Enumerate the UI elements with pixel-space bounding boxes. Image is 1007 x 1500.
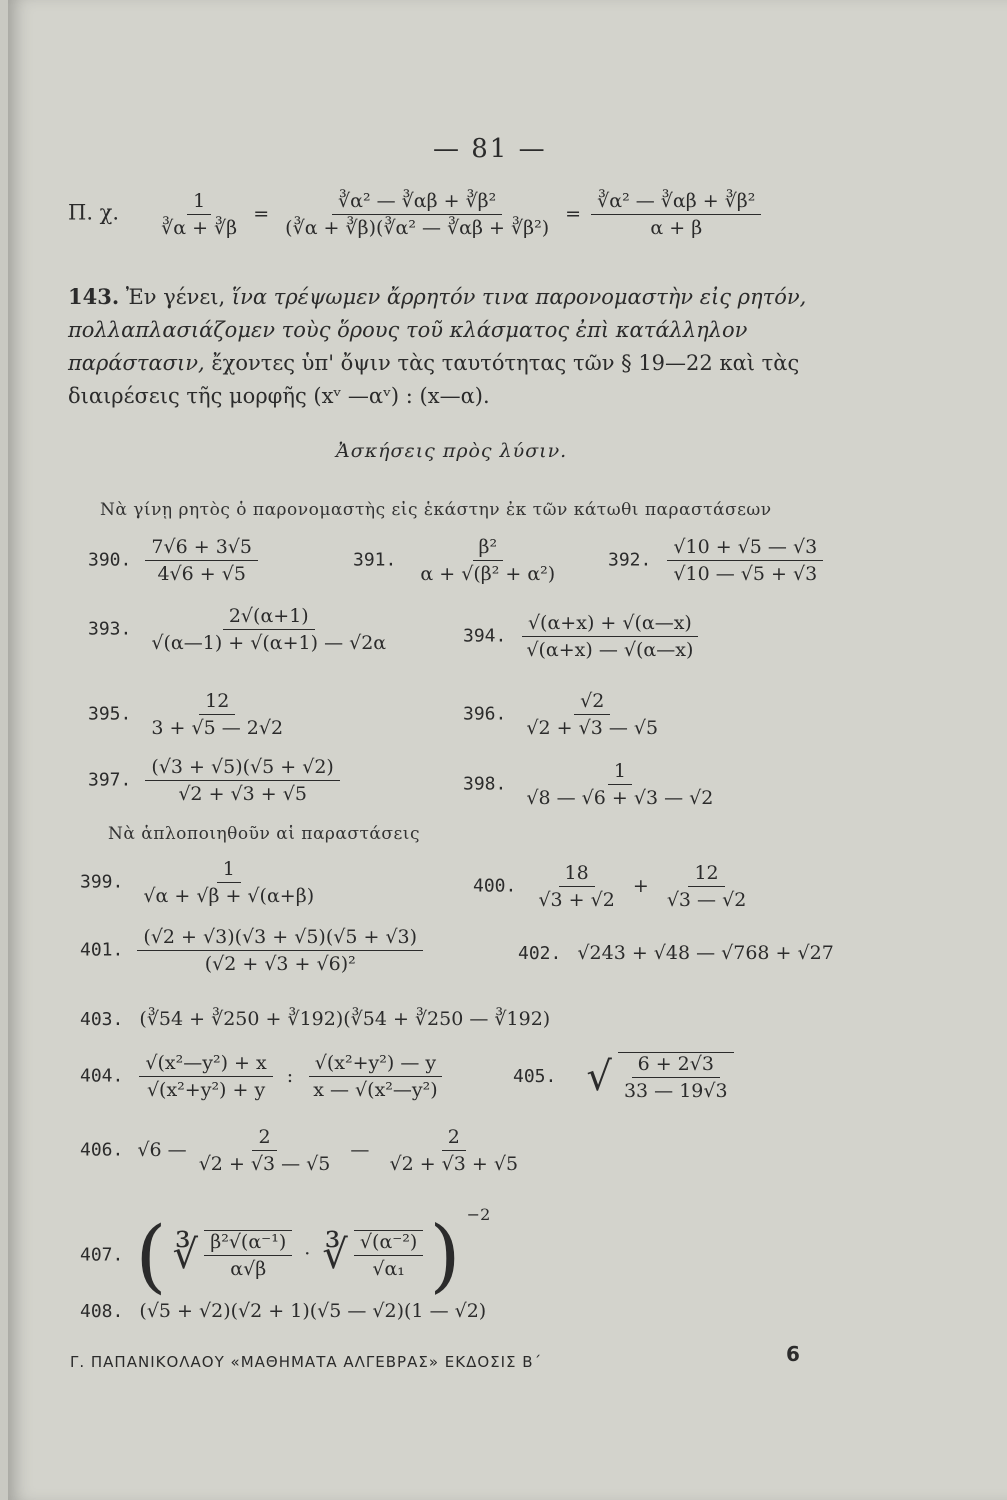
exercises-intro-1: Νὰ γίνῃ ρητὸς ὁ παρονομαστὴς εἰς ἑκάστην ἐκ τῶν κάτωθι παραστάσεων	[100, 500, 772, 520]
right-paren: )	[429, 1208, 461, 1302]
example-fraction-1: $\frac{1}{∛\alpha + ∛\beta}$	[161, 190, 238, 239]
left-paren: (	[135, 1208, 167, 1302]
exercise-394: 394. $\frac{√(\alpha+x) + √(\alpha—x)}{√(\alpha+x) — √(\alpha—x)}$	[463, 612, 699, 661]
page-number: — 81 —	[433, 134, 547, 164]
example-fraction-2: $\frac{\text{∛α² — ∛αβ + ∛β²}}{\text{(∛α + ∛β)(∛α² — ∛αβ + ∛β²)}}$	[285, 190, 550, 239]
exercise-396: 396. $\frac{√2}{√2 + √3 — √5}$	[463, 690, 659, 739]
equals-sign: =	[565, 202, 582, 225]
exercise-404: 404. $\frac{\text{√(x²—y²) + x}}{\text{√(x²+y²) + y}}$ : $\frac{\text{√(x²+y²) — y}}{\text{x — √(x²—y²)}}$	[80, 1052, 444, 1101]
sqrt-icon: √	[586, 1054, 612, 1100]
exercise-400: 400. $\frac{18}{√3 + √2}$ + $\frac{12}{√3 — √2}$	[473, 862, 747, 911]
paragraph-143: 143. Ἐν γένει, ἵνα τρέψωμεν ἄρρητόν τινα παρονομαστὴν εἰς ρητόν, πολλαπλασιάζομεν τοὺς ὅρους τοῦ κλάσματος ἐπὶ κατάλληλον παράστασιν, ἔχοντες ὑπ' ὄψιν τὰς ταυτότητας τῶν § 19—22 καὶ τὰς διαιρέσεις τῆς μορφῆς (xᵛ —αᵛ) : (x—α).	[68, 284, 807, 408]
exercise-408: 408. (√5 + √2)(√2 + 1)(√5 — √2)(1 — √2)	[80, 1300, 487, 1322]
exercise-397: 397. $\frac{(√3 + √5)(√5 + √2)}{√2 + √3 + √5}$	[88, 756, 340, 805]
section-title: Ἀσκήσεις πρὸς λύσιν.	[336, 440, 568, 462]
footer: Γ. ΠΑΠΑΝΙΚΟΛΑΟΥ «ΜΑΘΗΜΑΤΑ ΑΛΓΕΒΡΑΣ» ΕΚΔΟΣΙΣ Β΄	[70, 1353, 543, 1371]
exercise-398: 398. $\frac{1}{√8 — √6 + √3 — √2}$	[463, 760, 714, 809]
exercise-401: 401. $\frac{(√2 + √3)(√3 + √5)(√5 + √3)}{\text{(√2 + √3 + √6)²}}$	[80, 926, 423, 975]
book-page	[8, 0, 1007, 1500]
exercise-407: 407. ( ∛ $\frac{\text{β²√(α⁻¹)}}{\alpha√\beta}$ · ∛ $\frac{\text{√(α⁻²)}}{\text{√α₁}}$ ) $^{-2}$	[80, 1205, 491, 1302]
cube-root-icon: ∛	[172, 1232, 199, 1278]
exercise-392: 392. $\frac{√10 + √5 — √3}{√10 — √5 + √3}$	[608, 536, 823, 585]
exercise-390: 390. $\frac{7√6 + 3√5}{4√6 + √5}$	[88, 536, 258, 585]
example-label: Π. χ.	[68, 200, 120, 225]
example-line	[68, 190, 761, 239]
exercise-402: 402. √243 + √48 — √768 + √27	[518, 942, 834, 964]
paragraph-rule: ἵνα τρέψωμεν ἄρρητόν τινα παρονομαστὴν εἰς ρητόν, πολλαπλασιάζομεν τοὺς ὅρους τοῦ κλάσματος ἐπὶ κατάλληλον παράστασιν,	[68, 285, 807, 375]
signature-number: 6	[786, 1342, 800, 1366]
exercise-405: 405. √ $\frac{6 + 2√3}{33 — 19√3}$	[513, 1052, 734, 1102]
exercise-406: 406. √6 — $\frac{2}{√2 + √3 — √5}$ — $\frac{2}{√2 + √3 + √5}$	[80, 1126, 519, 1175]
exercise-395: 395. $\frac{12}{3 + √5 — 2√2}$	[88, 690, 284, 739]
cube-root-icon: ∛	[322, 1232, 348, 1278]
paragraph-number: 143.	[68, 284, 120, 309]
example-fraction-3: $\frac{\text{∛α² — ∛αβ + ∛β²}}{\alpha + \beta}$	[591, 190, 761, 239]
exercise-403: 403. (∛54 + ∛250 + ∛192)(∛54 + ∛250 — ∛192)	[80, 1008, 551, 1030]
exercises-intro-2: Νὰ ἁπλοποιηθοῦν αἱ παραστάσεις	[108, 824, 420, 844]
equals-sign: =	[253, 202, 270, 225]
exercise-399: 399. $\frac{1}{√\alpha + √\beta + √(\alpha+\beta)}$	[80, 858, 315, 907]
exercise-393: 393. $\frac{2√(\alpha+1)}{√(\alpha—1) + √(\alpha+1) — √2\alpha}$	[88, 605, 387, 654]
exercise-391: 391. $\frac{\text{β²}}{\text{α + √(β² + α²)}}$	[353, 536, 556, 585]
exponent: −2	[466, 1205, 491, 1224]
